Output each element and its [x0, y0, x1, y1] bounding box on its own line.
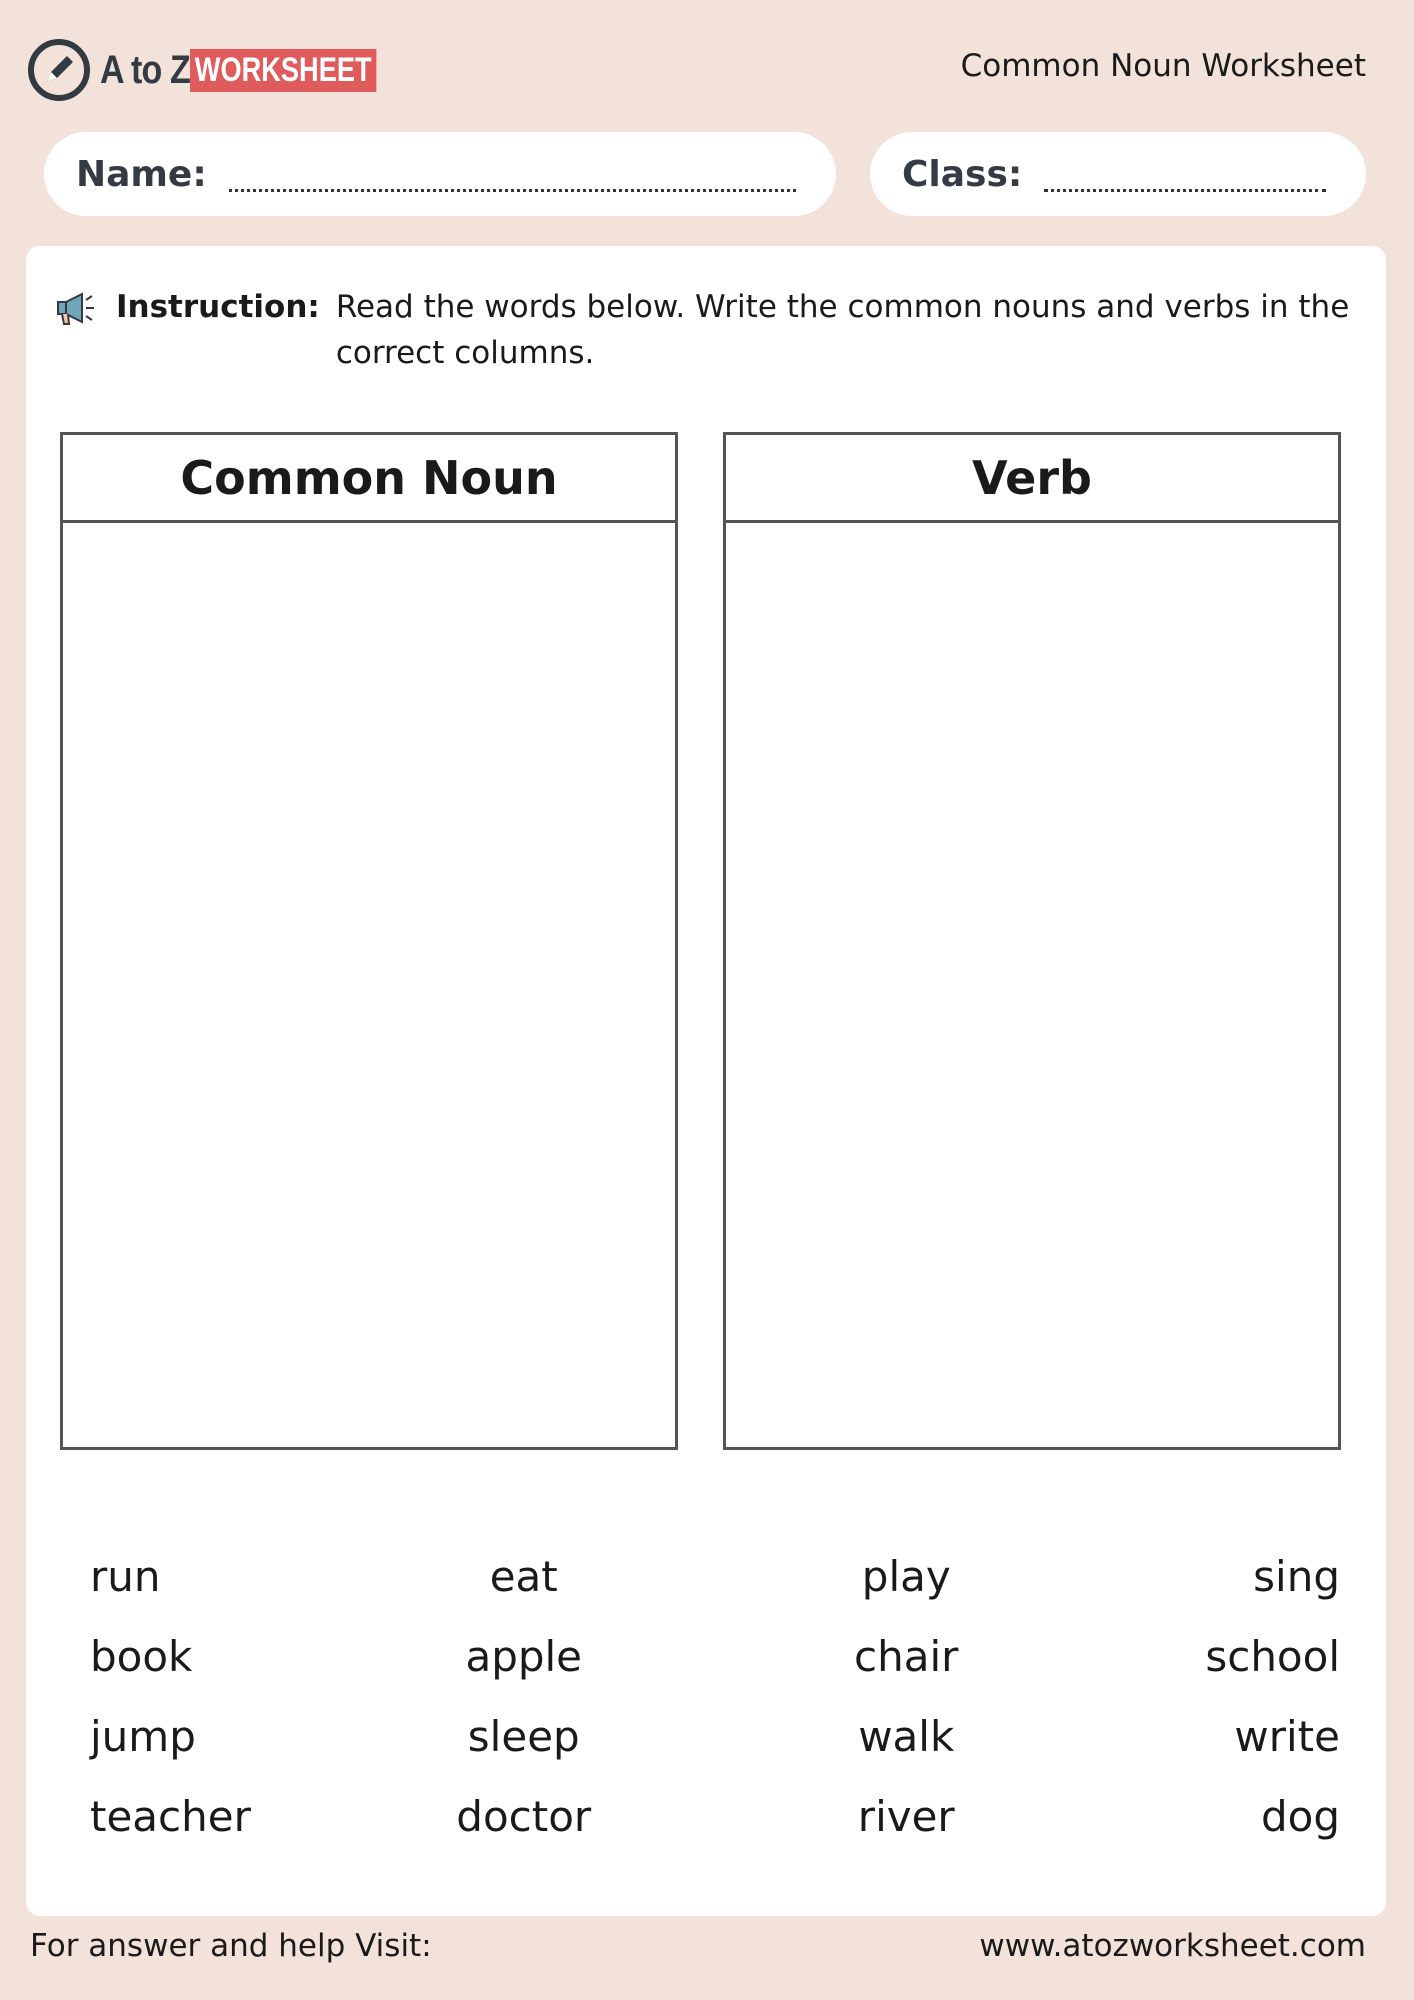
common-noun-heading: Common Noun [63, 435, 675, 523]
instruction-label: Instruction: [116, 289, 320, 325]
verb-column[interactable] [723, 432, 1341, 1450]
footer-url-link[interactable]: www.atozworksheet.com [979, 1928, 1366, 1964]
word-bank-item: chair [854, 1632, 959, 1681]
pencil-logo-icon [28, 39, 90, 101]
worksheet-title: Common Noun Worksheet [960, 48, 1366, 84]
class-label: Class: [902, 153, 1023, 195]
word-bank-item: school [1205, 1632, 1340, 1681]
word-bank-item: apple [465, 1632, 583, 1681]
word-bank-item: sing [1253, 1552, 1340, 1601]
word-bank-item: jump [90, 1712, 196, 1761]
name-blank-line[interactable] [229, 156, 796, 192]
verb-heading: Verb [726, 435, 1338, 523]
logo-text: A to Z [100, 47, 190, 92]
word-bank-item: dog [1260, 1792, 1340, 1841]
word-bank-item: run [90, 1552, 161, 1601]
word-bank-item: play [861, 1552, 951, 1601]
megaphone-icon [54, 286, 100, 332]
name-label: Name: [76, 153, 207, 195]
logo-badge: WORKSHEET [190, 49, 376, 92]
word-bank-item: doctor [456, 1792, 592, 1841]
name-field[interactable] [44, 132, 836, 216]
word-bank-item: sleep [467, 1712, 580, 1761]
word-bank-item: teacher [90, 1792, 251, 1841]
class-blank-line[interactable] [1044, 156, 1326, 192]
word-bank [90, 1552, 1340, 1842]
word-bank-item: river [857, 1792, 955, 1841]
common-noun-column[interactable] [60, 432, 678, 1450]
word-bank-item: book [90, 1632, 193, 1681]
worksheet-card [26, 246, 1386, 1916]
word-bank-item: write [1234, 1712, 1340, 1761]
site-logo [28, 38, 423, 102]
instruction-block [54, 284, 1364, 376]
word-bank-item: walk [858, 1712, 955, 1761]
instruction-text: Read the words below. Write the common nouns and verbs in the correct columns. [335, 289, 1350, 371]
word-bank-item: eat [489, 1552, 558, 1601]
class-field[interactable] [870, 132, 1366, 216]
footer-help-text: For answer and help Visit: [30, 1928, 432, 1964]
